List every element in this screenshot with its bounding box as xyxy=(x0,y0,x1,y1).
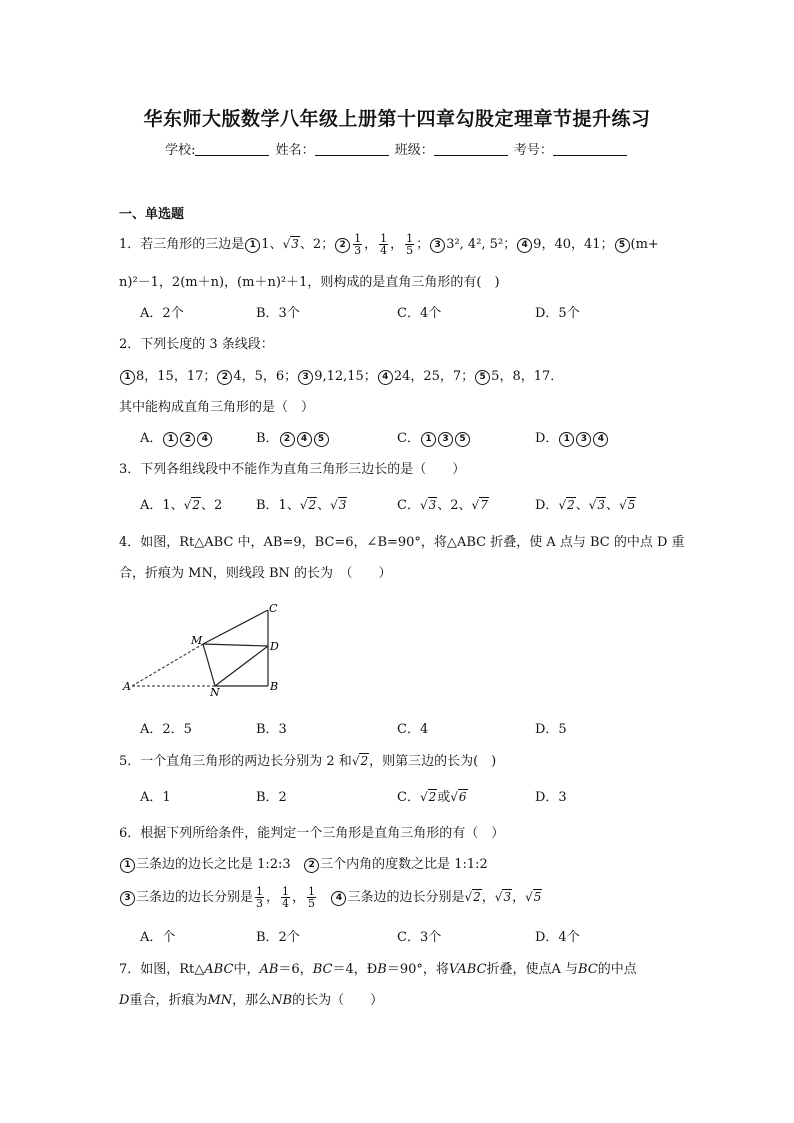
q2-option-b[interactable]: B． 2 4 5 xyxy=(256,427,330,447)
q2-option-d[interactable]: D． 1 3 4 xyxy=(535,427,609,447)
label-n: N xyxy=(210,686,220,699)
q2-items: 1 8，15，17； 2 4，5，6； 3 9,12,15； 4 24，25，7； 5 5，8，17． xyxy=(119,365,563,385)
label-m: M xyxy=(191,634,203,647)
q2-question: 其中能构成直角三角形的是（ ） xyxy=(119,400,315,415)
q6-conditions-1-2: 1 三条边的边长之比是 1:2:3 2 三个内角的度数之比是 1:1:2 xyxy=(119,853,488,873)
q5-option-d[interactable]: D．3 xyxy=(535,790,567,805)
label-d: D xyxy=(270,640,279,653)
q3-option-c[interactable]: C．√3、2、√7 xyxy=(397,498,488,513)
q1-line1: 1．若三角形的三边是 1 1、√3、2； 2 $\frac{1}{3}$ ， $\frac{1}{4}$ ， $\frac{1}{5}$ ； 3 3², 4², 5²； 4 9，40，41； 5 (m+ xyxy=(119,232,659,257)
q1-line2: n)²－1，2(m＋n)，(m＋n)²＋1，则构成的是直角三角形的有( ) xyxy=(119,275,500,290)
fraction-1-5: $\frac{1}{5}$ xyxy=(406,232,414,257)
fraction-1-4: $\frac{1}{4}$ xyxy=(380,232,388,257)
q2-stem: 2．下列长度的 3 条线段： xyxy=(119,337,274,352)
q4-line2: 合，折痕为 MN，则线段 BN 的长为 （ ） xyxy=(119,566,392,581)
q6-stem: 6．根据下列所给条件，能判定一个三角形是直角三角形的有（ ） xyxy=(119,826,505,841)
q5-stem: 5．一个直角三角形的两边长分别为 2 和√2，则第三边的长为( ) xyxy=(119,754,497,769)
q2-option-a[interactable]: A． 1 2 4 xyxy=(140,427,213,447)
q1-option-a[interactable]: A．2个 xyxy=(140,306,184,321)
q5-option-c[interactable]: C．√2或√6 xyxy=(397,790,467,805)
number-label: 考号： xyxy=(513,143,553,158)
section-heading: 一、单选题 xyxy=(119,207,185,222)
segment-am-dashed xyxy=(132,644,203,686)
q3-option-d[interactable]: D．√2、√3、√5 xyxy=(535,498,636,513)
q6-option-a[interactable]: A．个 xyxy=(140,930,176,945)
q6-option-d[interactable]: D．4个 xyxy=(535,930,580,945)
circled-2: 2 xyxy=(335,238,350,253)
segment-md xyxy=(203,644,268,646)
student-info xyxy=(0,139,794,158)
q3-option-a[interactable]: A．1、√2、2 xyxy=(140,498,223,513)
q6-option-b[interactable]: B．2个 xyxy=(256,930,300,945)
q7-line1: 7．如图，Rt△ABC中，AB＝6，BC＝4，ÐB＝90°，将VABC折叠，使点A 与BC的中点 xyxy=(119,962,637,977)
label-a: A xyxy=(123,680,131,693)
circled-3: 3 xyxy=(430,238,445,253)
q1-option-b[interactable]: B．3个 xyxy=(256,306,300,321)
q4-option-b[interactable]: B．3 xyxy=(256,722,287,737)
document-title: 华东师大版数学八年级上册第十四章勾股定理章节提升练习 xyxy=(143,108,651,130)
q4-option-a[interactable]: A．2．5 xyxy=(140,722,192,737)
circled-1: 1 xyxy=(245,238,260,253)
q2-option-c[interactable]: C． 1 3 5 xyxy=(397,427,471,447)
label-c: C xyxy=(269,602,278,615)
q3-option-b[interactable]: B．1、√2、√3 xyxy=(256,498,347,513)
sqrt-3: √3 xyxy=(282,237,299,251)
q5-option-a[interactable]: A．1 xyxy=(140,790,171,805)
q5-option-b[interactable]: B．2 xyxy=(256,790,287,805)
q4-line1: 4．如图，Rt△ABC 中，AB=9，BC=6，∠B=90°，将△ABC 折叠，使 A 点与 BC 的中点 D 重 xyxy=(119,535,685,550)
number-blank[interactable] xyxy=(553,143,627,156)
name-blank[interactable] xyxy=(315,143,389,156)
segment-mc xyxy=(203,610,268,644)
fraction-1-3: $\frac{1}{3}$ xyxy=(354,232,362,257)
q4-option-d[interactable]: D．5 xyxy=(535,722,567,737)
class-blank[interactable] xyxy=(434,143,508,156)
label-b: B xyxy=(270,680,279,693)
q1-option-d[interactable]: D．5个 xyxy=(535,306,580,321)
q1-option-c[interactable]: C．4个 xyxy=(397,306,442,321)
circled-5: 5 xyxy=(615,238,630,253)
q6-conditions-3-4: 3 三条边的边长分别是 $\frac{1}{3}$ ， $\frac{1}{4}$ ， $\frac{1}{5}$ 4 三条边的边长分别是√2，√3，√5 xyxy=(119,886,542,909)
class-label: 班级： xyxy=(394,143,434,158)
q7-line2: D重合，折痕为MN，那么NB的长为（ ） xyxy=(119,993,384,1008)
q6-option-c[interactable]: C．3个 xyxy=(397,930,442,945)
q4-option-c[interactable]: C．4 xyxy=(397,722,429,737)
q3-stem: 3．下列各组线段中不能作为直角三角形三边长的是（ ） xyxy=(119,462,466,477)
q4-figure xyxy=(120,600,290,700)
school-label: 学校: xyxy=(165,143,196,158)
segment-nd xyxy=(215,646,268,686)
segment-mn xyxy=(203,644,215,686)
school-blank[interactable] xyxy=(195,143,269,156)
circled-4: 4 xyxy=(517,238,532,253)
name-label: 姓名： xyxy=(275,143,315,158)
